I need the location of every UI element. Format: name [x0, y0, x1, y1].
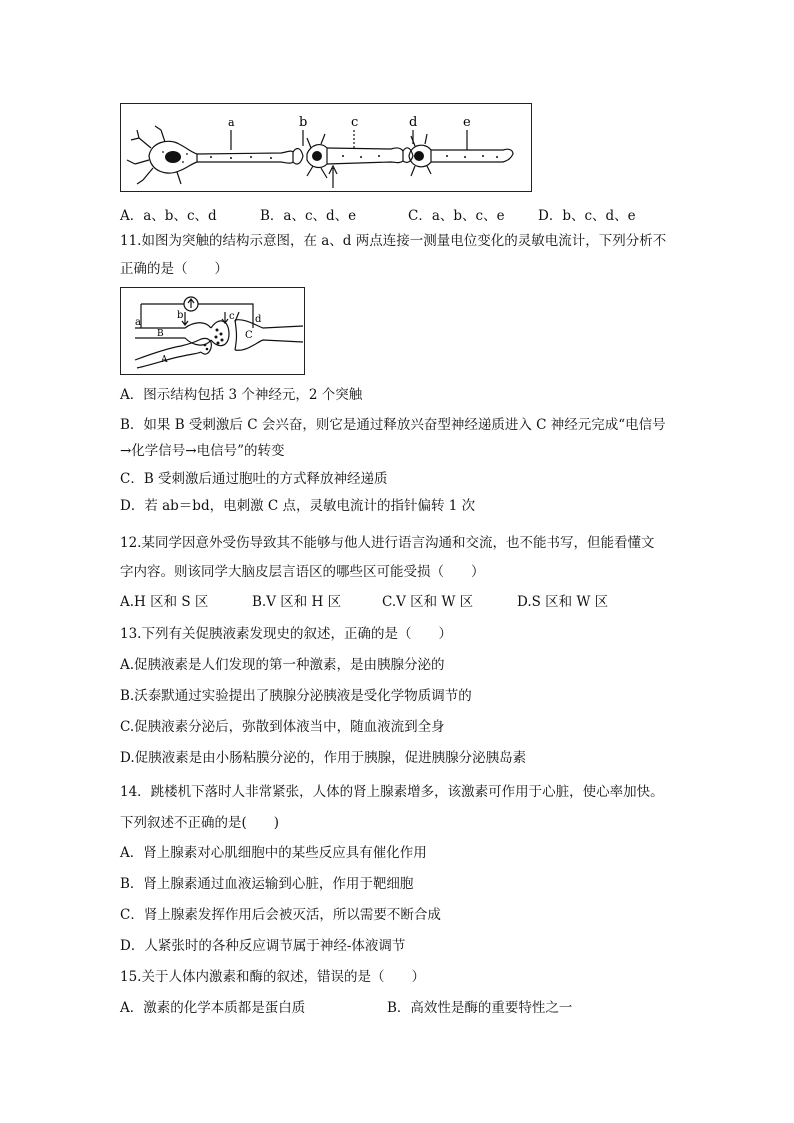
q14-option-a: A．肾上腺素对心肌细胞中的某些反应具有催化作用: [120, 845, 427, 861]
q11-option-b: B．如果 B 受刺激后 C 会兴奋，则它是通过释放兴奋型神经递质进入 C 神经元完成“电信号: [120, 417, 666, 433]
q10-option-d: D．b、c、d、e: [538, 208, 636, 224]
q14-option-d: D．人紧张时的各种反应调节属于神经-体液调节: [120, 938, 406, 954]
fig2-label-C: C: [245, 330, 253, 341]
q13-option-c: C.促胰液素分泌后，弥散到体液当中，随血液流到全身: [120, 719, 445, 735]
q13-option-a: A.促胰液素是人们发现的第一种激素，是由胰腺分泌的: [120, 657, 445, 673]
neuron-chain-diagram: [121, 104, 531, 191]
synapse-figure: [120, 287, 305, 375]
fig1-label-a: a: [228, 116, 235, 129]
fig2-label-b: b: [177, 310, 184, 321]
fig2-label-c: c: [229, 311, 235, 322]
q12-option-b: B.V 区和 H 区: [252, 594, 342, 610]
q12-option-a: A.H 区和 S 区: [120, 594, 209, 610]
q12-stem-line2: 字内容。则该同学大脑皮层言语区的哪些区可能受损（ ）: [120, 564, 485, 580]
q10-option-a: A．a、b、c、d: [120, 208, 217, 224]
q15-stem: 15.关于人体内激素和酶的叙述，错误的是（ ）: [120, 969, 425, 985]
fig2-label-a: a: [135, 317, 141, 328]
q11-stem-line1: 11.如图为突触的结构示意图，在 a、d 两点连接一测量电位变化的灵敏电流计，下列分析不: [120, 233, 667, 249]
q11-option-a: A．图示结构包括 3 个神经元，2 个突触: [120, 387, 363, 403]
fig2-label-A: A: [161, 355, 168, 365]
fig1-label-b: b: [299, 115, 308, 130]
q14-stem-line2: 下列叙述不正确的是( ): [120, 815, 280, 831]
q15-option-a: A．激素的化学本质都是蛋白质: [120, 1000, 306, 1016]
q11-option-d: D．若 ab＝bd，电刺激 C 点，灵敏电流计的指针偏转 1 次: [120, 498, 476, 514]
fig1-label-c: c: [351, 115, 359, 130]
q15-option-b: B．高效性是酶的重要特性之一: [387, 1000, 573, 1016]
q11-option-b-cont: →化学信号→电信号”的转变: [120, 443, 285, 459]
q14-option-c: C．肾上腺素发挥作用后会被灭活，所以需要不断合成: [120, 907, 441, 923]
q10-option-b: B．a、c、d、e: [260, 208, 357, 224]
q12-option-d: D.S 区和 W 区: [517, 594, 609, 610]
q10-option-c: C．a、b、c、e: [408, 208, 505, 224]
synapse-diagram: [121, 288, 304, 374]
fig1-label-e: e: [463, 115, 471, 130]
q11-stem-line2: 正确的是（ ）: [120, 261, 228, 277]
neuron-chain-figure: [120, 103, 532, 192]
q13-stem: 13.下列有关促胰液素发现史的叙述，正确的是（ ）: [120, 626, 452, 642]
q13-option-b: B.沃泰默通过实验提出了胰腺分泌胰液是受化学物质调节的: [120, 688, 472, 704]
q13-option-d: D.促胰液素是由小肠粘膜分泌的，作用于胰腺，促进胰腺分泌胰岛素: [120, 750, 527, 766]
q12-stem-line1: 12.某同学因意外受伤导致其不能够与他人进行语言沟通和交流，也不能书写，但能看懂文: [120, 535, 655, 551]
q14-option-b: B．肾上腺素通过血液运输到心脏，作用于靶细胞: [120, 876, 414, 892]
fig2-label-d: d: [255, 314, 262, 325]
fig1-label-d: d: [409, 115, 418, 130]
fig2-label-B: B: [157, 329, 164, 339]
q14-stem-line1: 14．跳楼机下落时人非常紧张，人体的肾上腺素增多，该激素可作用于心脏，使心率加快。: [120, 784, 664, 800]
q12-option-c: C.V 区和 W 区: [382, 594, 474, 610]
q11-option-c: C．B 受刺激后通过胞吐的方式释放神经递质: [120, 471, 388, 487]
